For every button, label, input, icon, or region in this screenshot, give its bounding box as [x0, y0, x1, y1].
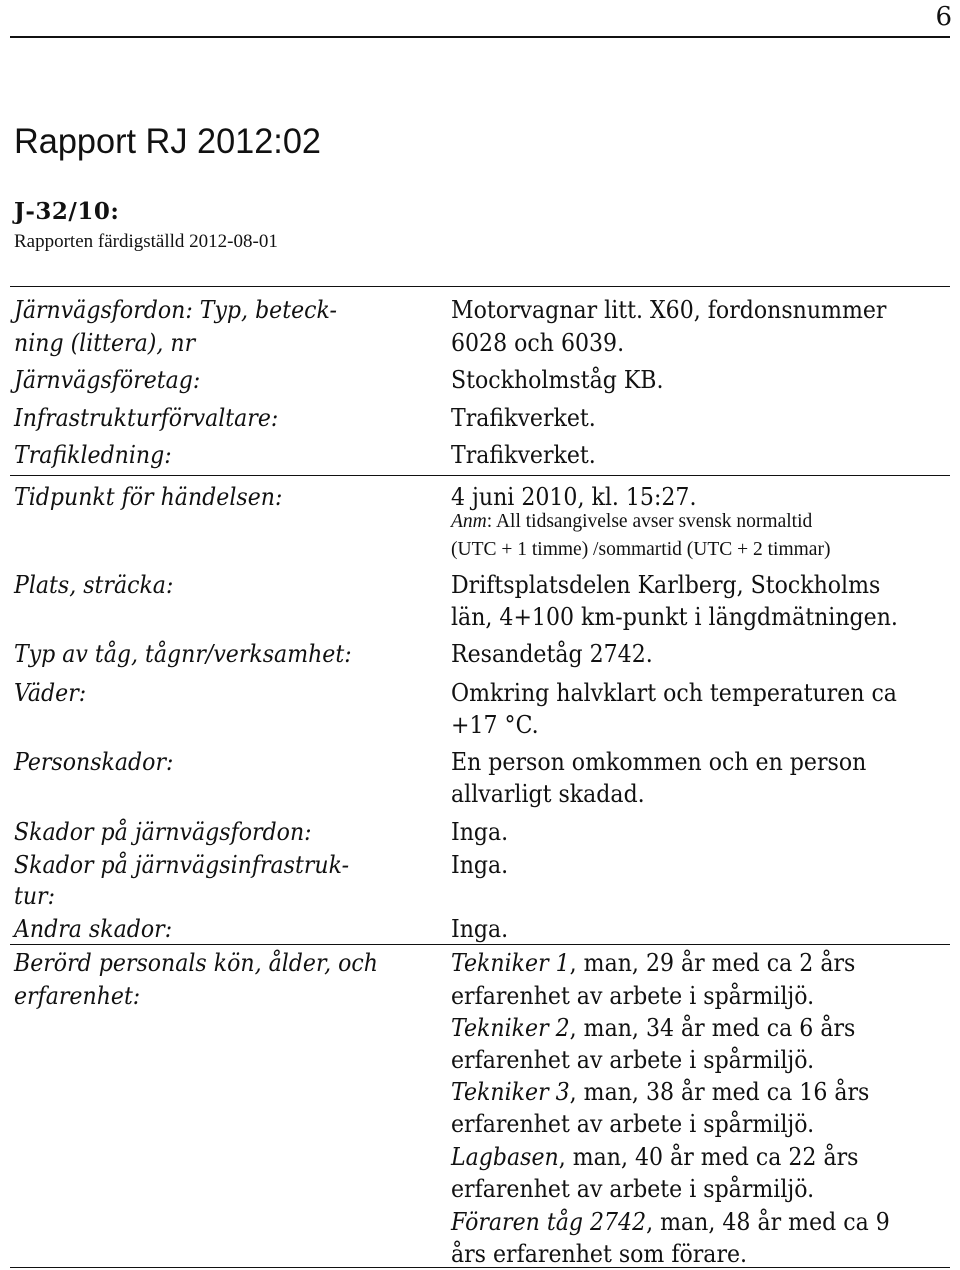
staff-entry-3-line2: erfarenhet av arbete i spårmiljö. [451, 1109, 815, 1138]
staff-entry-2-line1: Tekniker 2, man, 34 år med ca 6 års [451, 1013, 856, 1042]
page-number: 6 [935, 2, 952, 32]
staff-entry-2-role: Tekniker 2 [451, 1013, 570, 1042]
section-rule-middle [10, 475, 950, 476]
infra-manager-label: Infrastrukturförvaltare: [14, 403, 279, 432]
company-label: Järnvägsföretag: [14, 365, 201, 394]
train-type-label: Typ av tåg, tågnr/verksamhet: [14, 639, 352, 668]
staff-entry-4-role: Lagbasen [451, 1142, 559, 1171]
staff-entry-3-role: Tekniker 3 [451, 1077, 570, 1106]
staff-entry-5-role: Föraren tåg 2742 [451, 1207, 647, 1236]
time-note-text: : All tidsangivelse avser svensk normaltid [486, 511, 813, 532]
case-id: J-32/10: [14, 198, 120, 225]
staff-entry-3-line1: Tekniker 3, man, 38 år med ca 16 års [451, 1077, 870, 1106]
section-rule-top [10, 286, 950, 287]
staff-entry-4-line2: erfarenhet av arbete i spårmiljö. [451, 1174, 815, 1203]
vehicle-label-line2: ning (littera), nr [14, 328, 196, 357]
staff-entry-4-line1: Lagbasen, man, 40 år med ca 22 års [451, 1142, 859, 1171]
staff-label-line1: Berörd personals kön, ålder, och [14, 948, 378, 977]
vehicle-value-line2: 6028 och 6039. [451, 328, 625, 357]
staff-entry-5-line2: års erfarenhet som förare. [451, 1239, 748, 1268]
header-rule [10, 36, 950, 38]
completion-date: Rapporten färdigställd 2012-08-01 [14, 231, 278, 252]
vehicle-damage-label: Skador på järnvägsfordon: [14, 817, 312, 846]
infra-manager-value: Trafikverket. [451, 403, 596, 432]
place-value-line1: Driftsplatsdelen Karlberg, Stockholms [451, 570, 881, 599]
injury-label: Personskador: [14, 747, 174, 776]
section-rule-staff [10, 944, 950, 945]
injury-value-line2: allvarligt skadad. [451, 779, 645, 808]
vehicle-damage-value: Inga. [451, 817, 509, 846]
train-type-value: Resandetåg 2742. [451, 639, 653, 668]
vehicle-label-line1: Järnvägsfordon: Typ, beteck- [14, 295, 337, 324]
other-damage-value: Inga. [451, 914, 509, 943]
injury-value-line1: En person omkommen och en person [451, 747, 867, 776]
company-value: Stockholmståg KB. [451, 365, 664, 394]
weather-label: Väder: [14, 678, 87, 707]
time-note-line2: (UTC + 1 timme) /sommartid (UTC + 2 timmar) [451, 539, 831, 560]
report-title: Rapport RJ 2012:02 [14, 122, 322, 161]
traffic-control-label: Trafikledning: [14, 440, 172, 469]
traffic-control-value: Trafikverket. [451, 440, 596, 469]
vehicle-value-line1: Motorvagnar litt. X60, fordonsnummer [451, 295, 887, 324]
time-value: 4 juni 2010, kl. 15:27. [451, 482, 697, 511]
section-rule-bottom [10, 1267, 950, 1268]
infra-damage-label-line1: Skador på järnvägsinfrastruk- [14, 850, 350, 879]
time-label: Tidpunkt för händelsen: [14, 482, 283, 511]
infra-damage-label-line2: tur: [14, 881, 56, 910]
staff-entry-1-role: Tekniker 1 [451, 948, 570, 977]
other-damage-label: Andra skador: [14, 914, 173, 943]
staff-entry-5-line1: Föraren tåg 2742, man, 48 år med ca 9 [451, 1207, 890, 1236]
staff-entry-2-line2: erfarenhet av arbete i spårmiljö. [451, 1045, 815, 1074]
place-value-line2: län, 4+100 km-punkt i längdmätningen. [451, 602, 898, 631]
infra-damage-value: Inga. [451, 850, 509, 879]
staff-entry-1-line1: Tekniker 1, man, 29 år med ca 2 års [451, 948, 856, 977]
staff-entry-1-line2: erfarenhet av arbete i spårmiljö. [451, 981, 815, 1010]
weather-value-line2: +17 °C. [451, 710, 539, 739]
time-note-line1 [451, 507, 812, 536]
weather-value-line1: Omkring halvklart och temperaturen ca [451, 678, 897, 707]
time-note-prefix: Anm [451, 511, 487, 532]
staff-label-line2: erfarenhet: [14, 981, 141, 1010]
place-label: Plats, sträcka: [14, 570, 174, 599]
